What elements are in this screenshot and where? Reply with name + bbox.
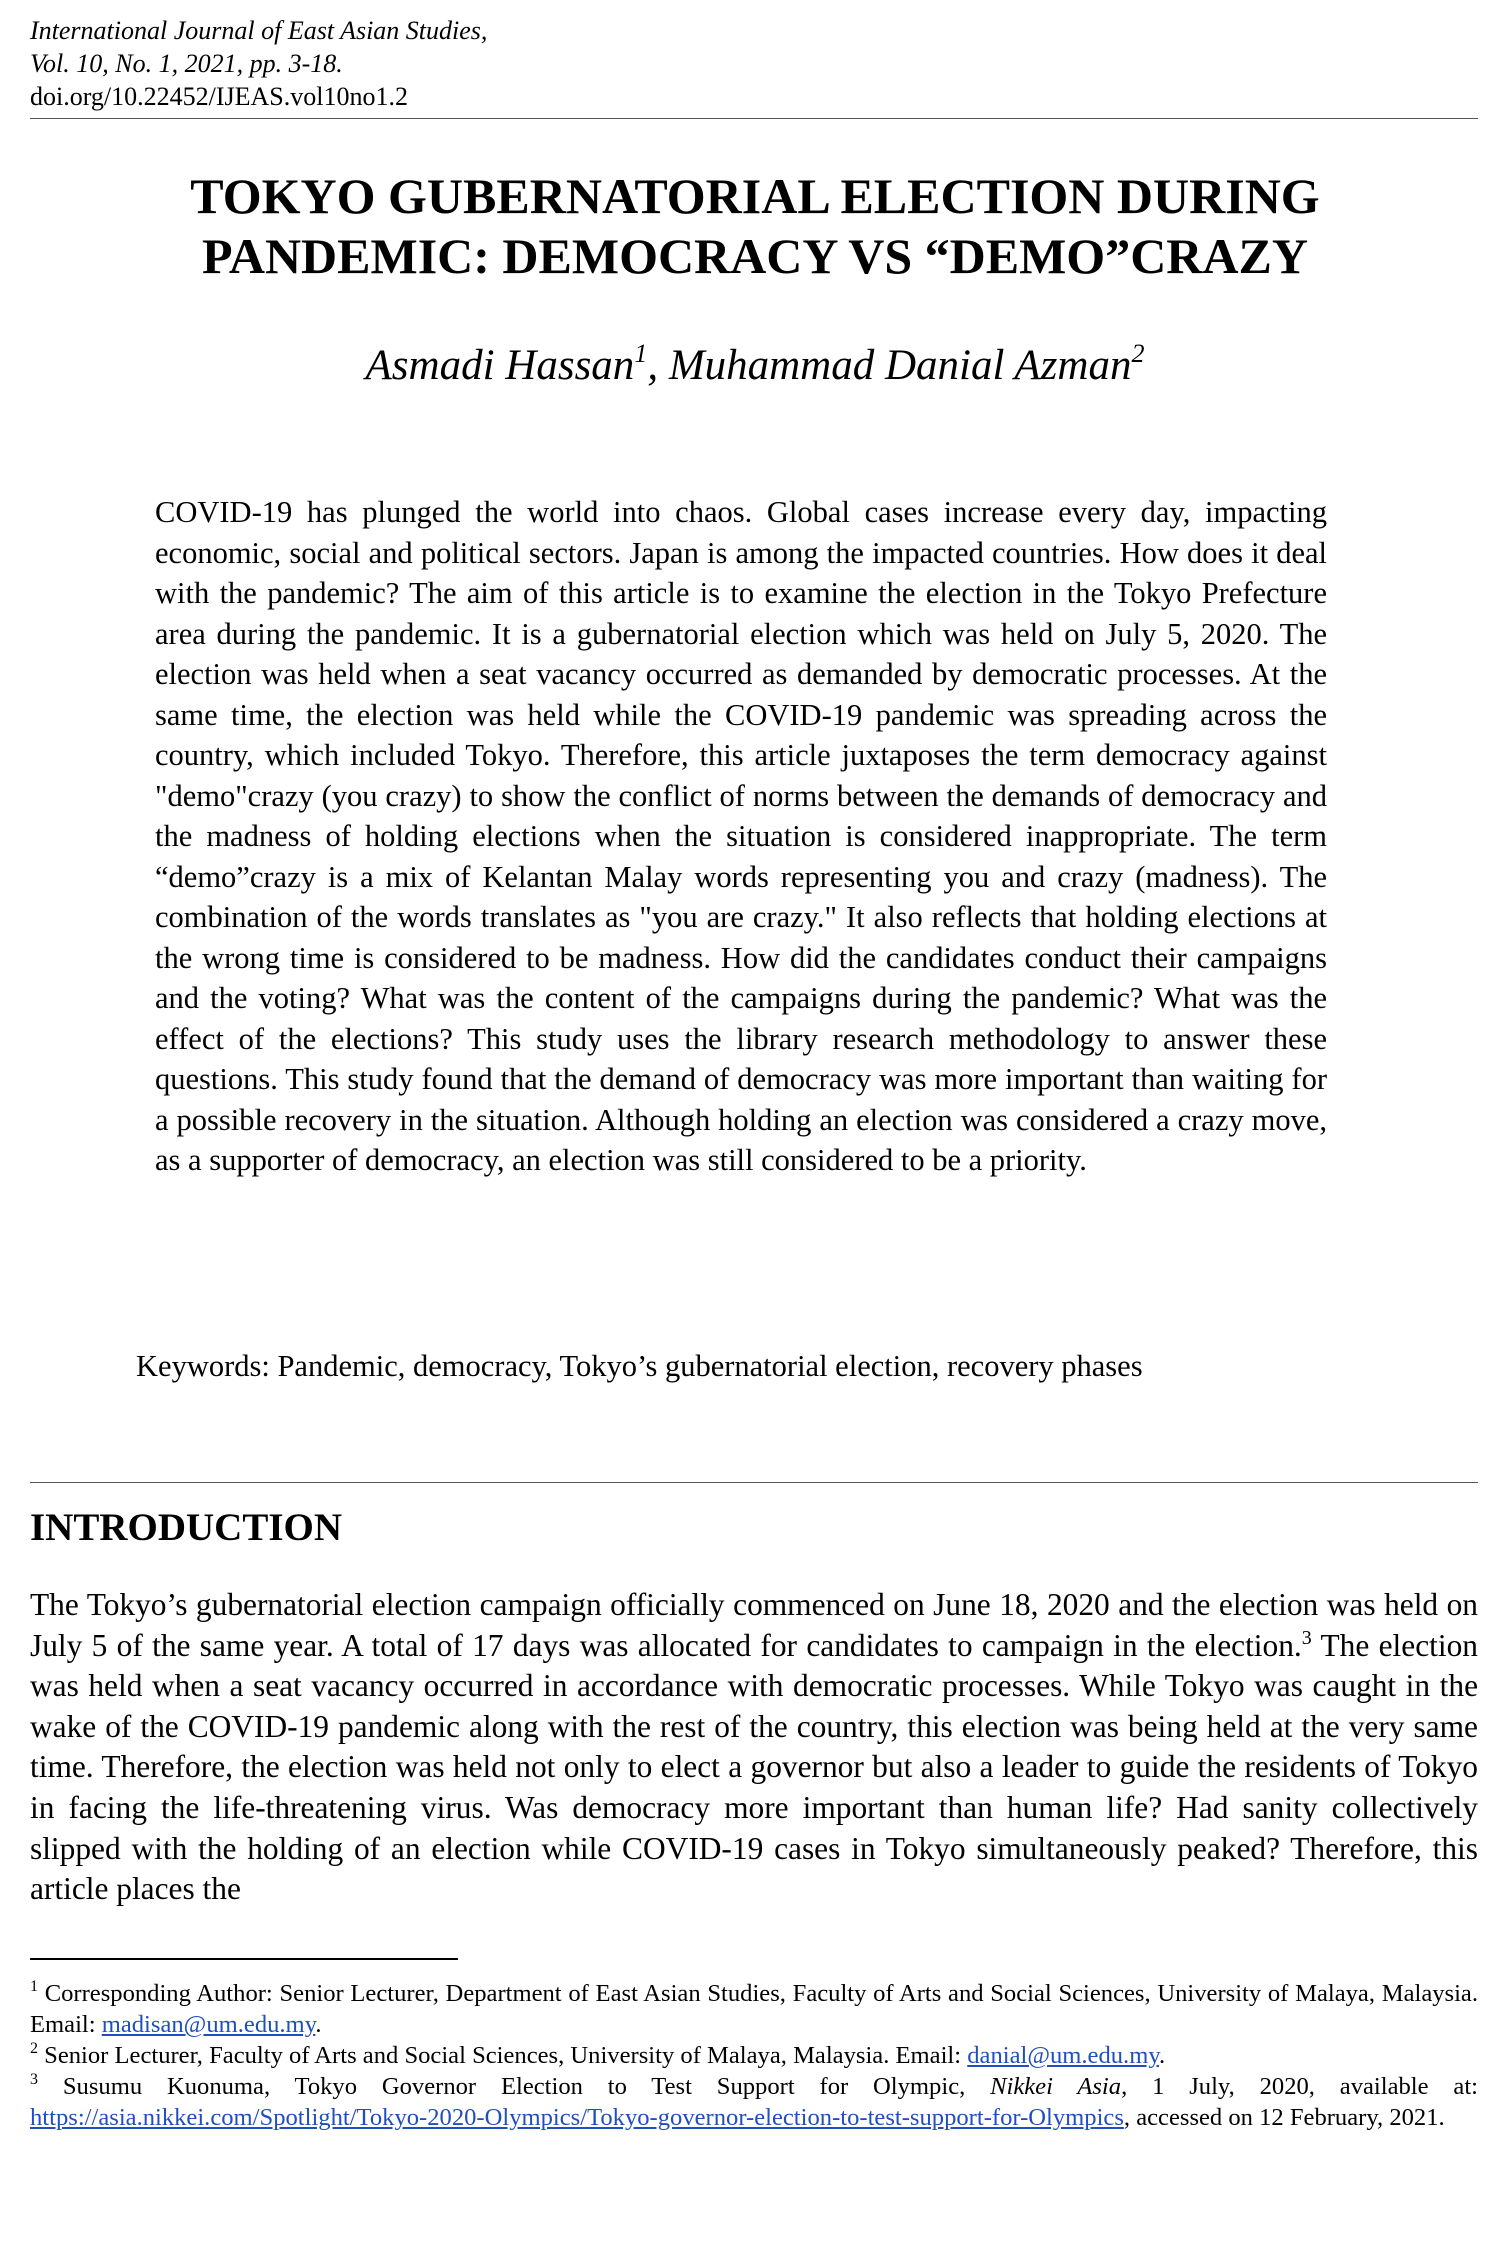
footnote — [30, 1978, 1478, 2040]
footnote-end: . — [315, 2011, 322, 2038]
abstract: COVID-19 has plunged the world into chaos. Global cases increase every day, impacting economic, social and political sectors. Japan is among the impacted countries. How does it deal with the pandemic? The aim of this article is to examine the election in the Tokyo Prefecture area during the pandemic. It is a gubernatorial election which was held on July 5, 2020. The election was held when a seat vacancy occurred as demanded by democratic processes. At the same time, the election was held while the COVID-19 pandemic was spreading across the country, which included Tokyo. Therefore, this article juxtaposes the term democracy against "demo"crazy (you crazy) to show the conflict of norms between the demands of democracy and the madness of holding elections when the situation is considered inappropriate. The term “demo”crazy is a mix of Kelantan Malay words representing you and crazy (madness). The combination of the words translates as "you are crazy." It also reflects that holding elections at the wrong time is considered to be madness. How did the candidates conduct their campaigns and the voting? What was the content of the campaigns during the pandemic? What was the effect of the elections? This study uses the library research methodology to answer these questions. This study found that the demand of democracy was more important than waiting for a possible recovery in the situation. Although holding an election was considered a crazy move, as a supporter of democracy, an election was still considered to be a priority. — [155, 495, 1327, 1177]
author-list — [0, 340, 1510, 392]
footnote-text: Corresponding Author: Senior Lecturer, Department of East Asian Studies, Faculty of Arts and Social Sciences, University of Malaya, Malaysia. Email: — [30, 1980, 1478, 2038]
keywords: Keywords: Pandemic, democracy, Tokyo’s gubernatorial election, recovery phases — [136, 1349, 1143, 1383]
footnote — [30, 2040, 1478, 2071]
source-title: Nikkei Asia — [990, 2073, 1122, 2100]
intro-text: The election was held when a seat vacancy occurred in accordance with democratic processes. While Tokyo was caught in the wake of the COVID-19 pandemic along with the rest of the country, this election was being held at the very same time. Therefore, the election was held not only to elect a governor but also a leader to guide the residents of Tokyo in facing the life-threatening virus. Was democracy more important than human life? Had sanity collectively slipped with the holding of an election while COVID-19 cases in Tokyo simultaneously peaked? Therefore, this article places the — [30, 1627, 1478, 1907]
footnote-text: Susumu Kuonuma, Tokyo Governor Election to Test Support for Olympic, — [38, 2073, 991, 2100]
email-link[interactable]: danial@um.edu.my — [967, 2042, 1160, 2069]
journal-doi: doi.org/10.22452/IJEAS.vol10no1.2 — [30, 82, 408, 111]
section-divider — [30, 1482, 1478, 1483]
intro-text: The Tokyo’s gubernatorial election campaign officially commenced on June 18, 2020 and the election was held on July 5 of the same year. A total of 17 days was allocated for candidates to campaign in the election. — [30, 1587, 1478, 1663]
footnote-reference[interactable]: 3 — [1301, 1626, 1312, 1649]
footnotes — [30, 1978, 1478, 2133]
author-note-marker[interactable]: 1 — [634, 339, 648, 368]
email-link[interactable]: madisan@um.edu.my — [101, 2011, 316, 2038]
author-name: Muhammad Danial Azman — [668, 342, 1132, 389]
journal-name: International Journal of East Asian Studies, — [30, 16, 488, 45]
footnote-marker: 3 — [30, 2071, 38, 2088]
author-name: Asmadi Hassan — [365, 342, 635, 389]
footnote-divider — [30, 1958, 458, 1960]
footnote-marker: 2 — [30, 2040, 38, 2057]
title-line-2: PANDEMIC: DEMOCRACY VS “DEMO”CRAZY — [202, 228, 1308, 284]
introduction-paragraph — [30, 1585, 1478, 1910]
source-link[interactable]: https://asia.nikkei.com/Spotlight/Tokyo-2020-Olympics/Tokyo-governor-election-to-test-support-for-Olympics — [30, 2104, 1124, 2131]
author-note-marker[interactable]: 2 — [1131, 339, 1145, 368]
footnote — [30, 2071, 1478, 2133]
article-title — [0, 166, 1510, 286]
header-divider — [30, 118, 1478, 119]
title-line-1: TOKYO GUBERNATORIAL ELECTION DURING — [190, 168, 1320, 224]
footnote-end: , accessed on 12 February, 2021. — [1123, 2104, 1445, 2131]
footnote-text: , 1 July, 2020, available at: — [1121, 2073, 1478, 2100]
journal-header — [30, 14, 487, 113]
author-separator: , — [647, 342, 669, 389]
footnote-text: Senior Lecturer, Faculty of Arts and Social Sciences, University of Malaya, Malaysia. Email: — [38, 2042, 968, 2069]
journal-volume: Vol. 10, No. 1, 2021, pp. 3-18. — [30, 49, 343, 78]
footnote-marker: 1 — [30, 1978, 38, 1995]
section-heading-introduction: INTRODUCTION — [30, 1506, 343, 1549]
footnote-end: . — [1159, 2042, 1166, 2069]
